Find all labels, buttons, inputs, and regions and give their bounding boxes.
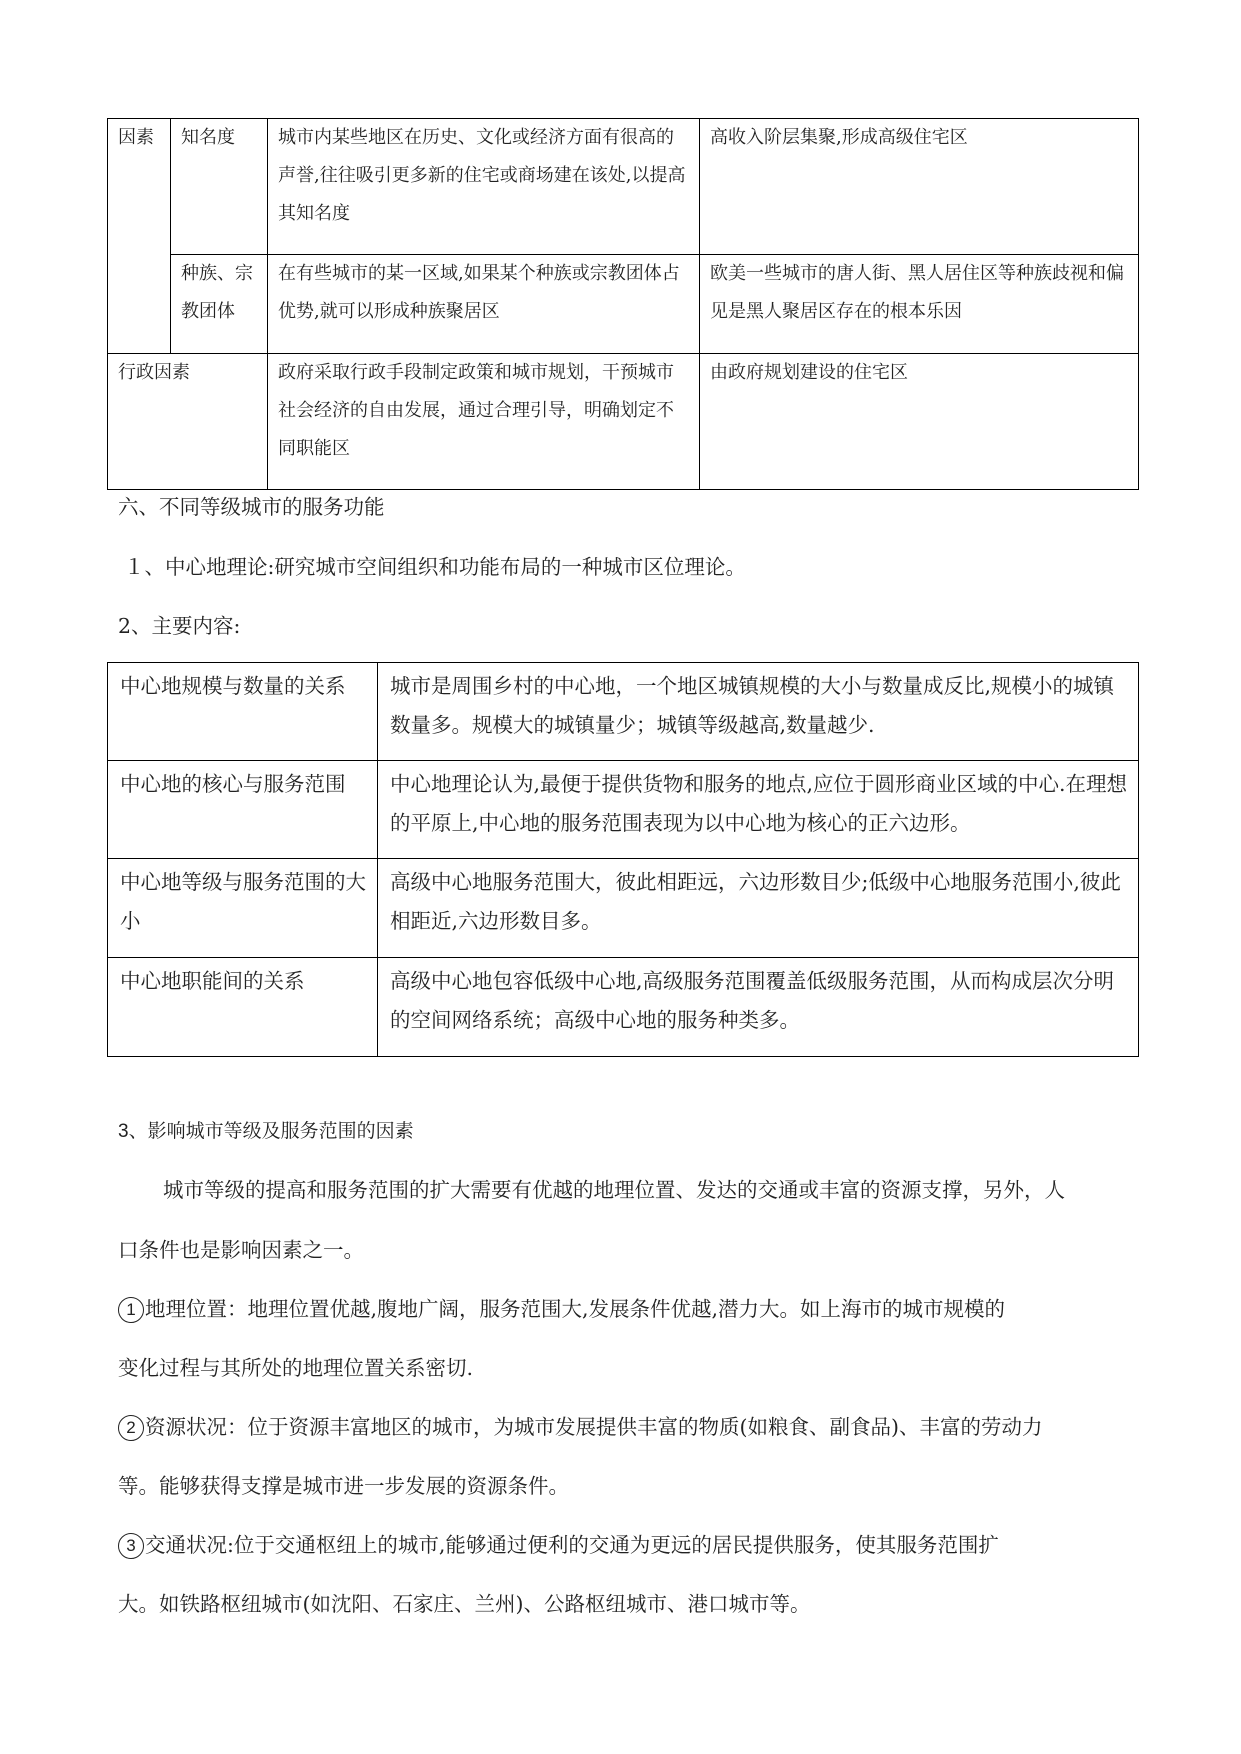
cell-text: 种族、宗教团体 <box>181 263 253 322</box>
table-cell <box>108 354 268 490</box>
cell-text: 城市内某些地区在历史、文化或经济方面有很高的声誉,往往吸引更多新的住宅或商场建在该处,以提高其知名度 <box>278 127 686 224</box>
cell-text: 知名度 <box>181 127 235 148</box>
cell-text: 高收入阶层集聚,形成高级住宅区 <box>710 127 968 148</box>
circled-number-3: 3 <box>118 1533 144 1559</box>
table-cell <box>108 761 378 859</box>
table-cell <box>268 354 700 490</box>
paragraph: 等。能够获得支撑是城市进一步发展的资源条件。 <box>118 1474 569 1498</box>
paragraph: 大。如铁路枢纽城市(如沈阳、石家庄、兰州)、公路枢纽城市、港口城市等。 <box>118 1592 811 1616</box>
cell-text: 政府采取行政手段制定政策和城市规划，干预城市社会经济的自由发展，通过合理引导，明确划定不同职能区 <box>278 362 674 459</box>
table-cell <box>108 119 171 354</box>
table-row <box>108 958 1139 1057</box>
paragraph: 城市等级的提高和服务范围的扩大需要有优越的地理位置、发达的交通或丰富的资源支撑，另外，人 <box>163 1178 1065 1202</box>
cell-text: 中心地的核心与服务范围 <box>120 772 346 796</box>
cell-text: 中心地等级与服务范围的大小 <box>120 870 366 933</box>
cell-text: 中心地职能间的关系 <box>120 969 305 993</box>
cell-text: 由政府规划建设的住宅区 <box>710 362 908 383</box>
table-cell <box>700 255 1139 354</box>
circled-number-2: 2 <box>118 1415 144 1441</box>
cell-text: 中心地规模与数量的关系 <box>120 674 346 698</box>
list-item <box>118 1531 999 1559</box>
table-row <box>108 255 1139 354</box>
paragraph: １、中心地理论:研究城市空间组织和功能布局的一种城市区位理论。 <box>124 555 746 579</box>
table-cell <box>378 761 1139 859</box>
table-cell <box>171 119 268 255</box>
table-row <box>108 761 1139 859</box>
table-cell <box>108 859 378 958</box>
table-cell <box>378 663 1139 761</box>
cell-text: 高级中心地服务范围大，彼此相距远，六边形数目少;低级中心地服务范围小,彼此相距近,六边形数目多。 <box>390 870 1121 933</box>
paragraph: 口条件也是影响因素之一。 <box>118 1238 364 1262</box>
cell-text: 因素 <box>118 127 154 148</box>
table-cell <box>108 958 378 1057</box>
table-cell <box>108 663 378 761</box>
section-heading: 3、影响城市等级及服务范围的因素 <box>118 1121 414 1142</box>
table-cell <box>171 255 268 354</box>
circled-number-1: 1 <box>118 1297 144 1323</box>
table-cell <box>700 354 1139 490</box>
cell-text: 在有些城市的某一区域,如果某个种族或宗教团体占优势,就可以形成种族聚居区 <box>278 263 680 322</box>
table-row <box>108 663 1139 761</box>
cell-text: 城市是周围乡村的中心地，一个地区城镇规模的大小与数量成反比,规模小的城镇数量多。规模大的城镇量少；城镇等级越高,数量越少. <box>390 674 1115 737</box>
table-cell <box>700 119 1139 255</box>
table-row <box>108 119 1139 255</box>
list-item-text: 交通状况:位于交通枢纽上的城市,能够通过便利的交通为更远的居民提供服务，使其服务范围扩 <box>145 1533 999 1557</box>
table-cell <box>268 255 700 354</box>
paragraph: 变化过程与其所处的地理位置关系密切. <box>118 1356 474 1380</box>
list-item <box>118 1413 1043 1441</box>
paragraph: 2、主要内容: <box>118 614 241 638</box>
cell-text: 高级中心地包容低级中心地,高级服务范围覆盖低级服务范围，从而构成层次分明的空间网络系统；高级中心地的服务种类多。 <box>390 969 1115 1032</box>
table-cell <box>268 119 700 255</box>
table-cell <box>378 958 1139 1057</box>
central-place-table <box>107 662 1139 1057</box>
table-row <box>108 859 1139 958</box>
section-heading: 六、不同等级城市的服务功能 <box>118 495 385 519</box>
cell-text: 行政因素 <box>118 362 190 383</box>
table-cell <box>378 859 1139 958</box>
list-item-text: 资源状况：位于资源丰富地区的城市，为城市发展提供丰富的物质(如粮食、副食品)、丰富的劳动力 <box>145 1415 1043 1439</box>
cell-text: 欧美一些城市的唐人街、黑人居住区等种族歧视和偏见是黑人聚居区存在的根本乐因 <box>710 263 1124 322</box>
table-row <box>108 354 1139 490</box>
urban-factors-table <box>107 118 1139 490</box>
list-item <box>118 1295 1005 1323</box>
cell-text: 中心地理论认为,最便于提供货物和服务的地点,应位于圆形商业区域的中心.在理想的平原上,中心地的服务范围表现为以中心地为核心的正六边形。 <box>390 772 1128 835</box>
list-item-text: 地理位置：地理位置优越,腹地广阔，服务范围大,发展条件优越,潜力大。如上海市的城市规模的 <box>145 1297 1006 1321</box>
